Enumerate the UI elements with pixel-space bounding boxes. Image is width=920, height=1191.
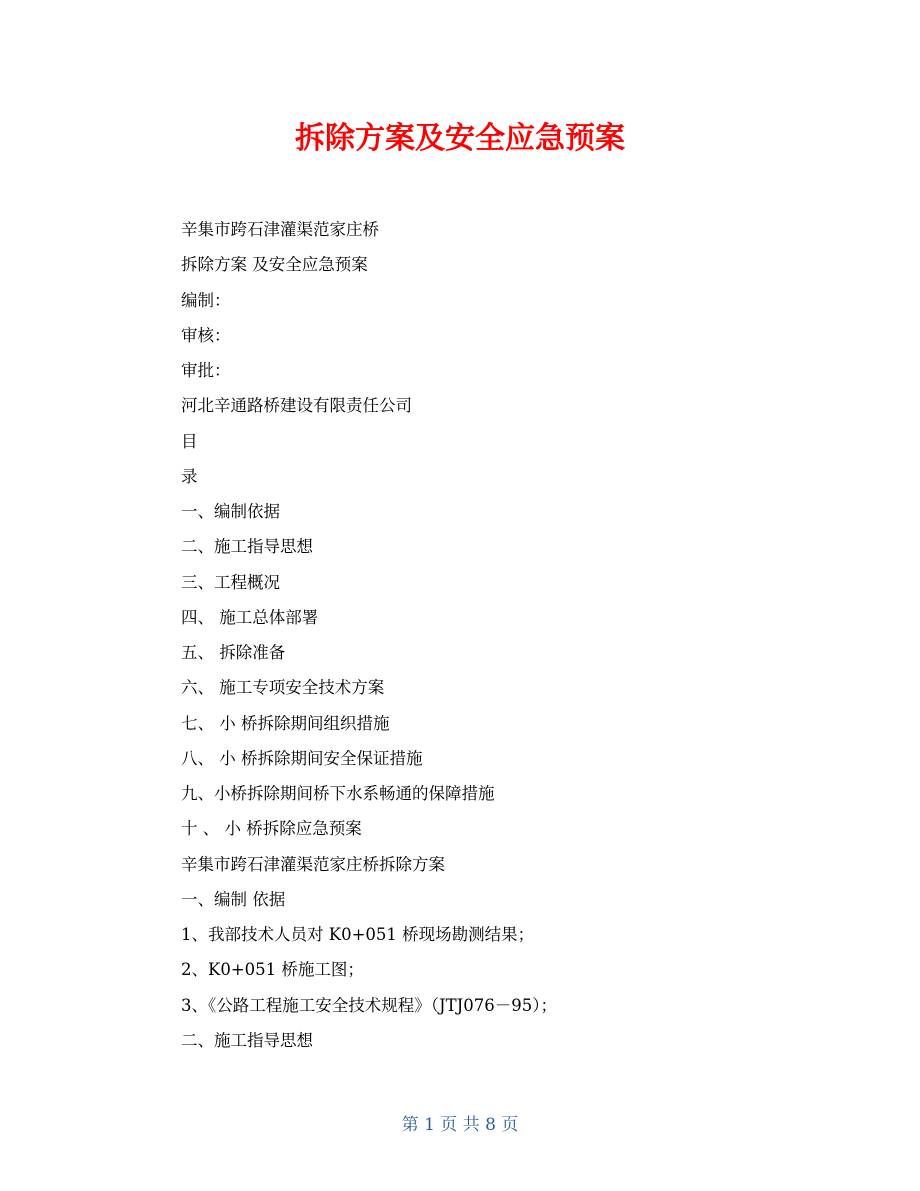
toc-item: 五、 拆除准备 [181,643,286,662]
document-title: 拆除方案及安全应急预案 [295,121,625,156]
section-title: 辛集市跨石津灌渠范家庄桥拆除方案 [181,854,445,874]
toc-item: 十 、 小 桥拆除应急预案 [181,819,362,839]
text-line: 河北辛通路桥建设有限责任公司 [181,396,412,416]
toc-heading: 目 [181,431,198,451]
text-line: 3、《公路工程施工安全技术规程》（JTJ076－95）； [181,995,557,1015]
toc-item: 六、 施工专项安全技术方案 [181,678,385,698]
text-line: 1、我部技术人员对 K0+051 桥现场勘测结果； [181,925,535,944]
text-line: 辛集市跨石津灌渠范家庄桥 [181,220,379,239]
text-line: 编制： [181,290,231,310]
section-heading: 二、施工指导思想 [181,1030,313,1050]
text-line: 2、K0+051 桥施工图； [181,960,364,980]
toc-item: 二、施工指导思想 [181,537,313,557]
toc-item: 三、工程概况 [181,572,280,592]
section-heading: 一、编制 依据 [181,889,286,909]
toc-item: 八、 小 桥拆除期间安全保证措施 [181,748,423,768]
document-body [181,212,781,1058]
toc-item: 四、 施工总体部署 [181,607,319,627]
page-footer: 第 1 页 共 8 页 [401,1115,519,1135]
toc-item: 九、小桥拆除期间桥下水系畅通的保障措施 [181,784,495,803]
text-line: 拆除方案 及安全应急预案 [181,255,368,275]
toc-item: 七、 小 桥拆除期间组织措施 [181,713,390,733]
toc-item: 一、编制依据 [181,502,280,521]
toc-heading: 录 [181,466,198,486]
text-line: 审核： [181,325,231,345]
text-line: 审批： [181,361,231,380]
